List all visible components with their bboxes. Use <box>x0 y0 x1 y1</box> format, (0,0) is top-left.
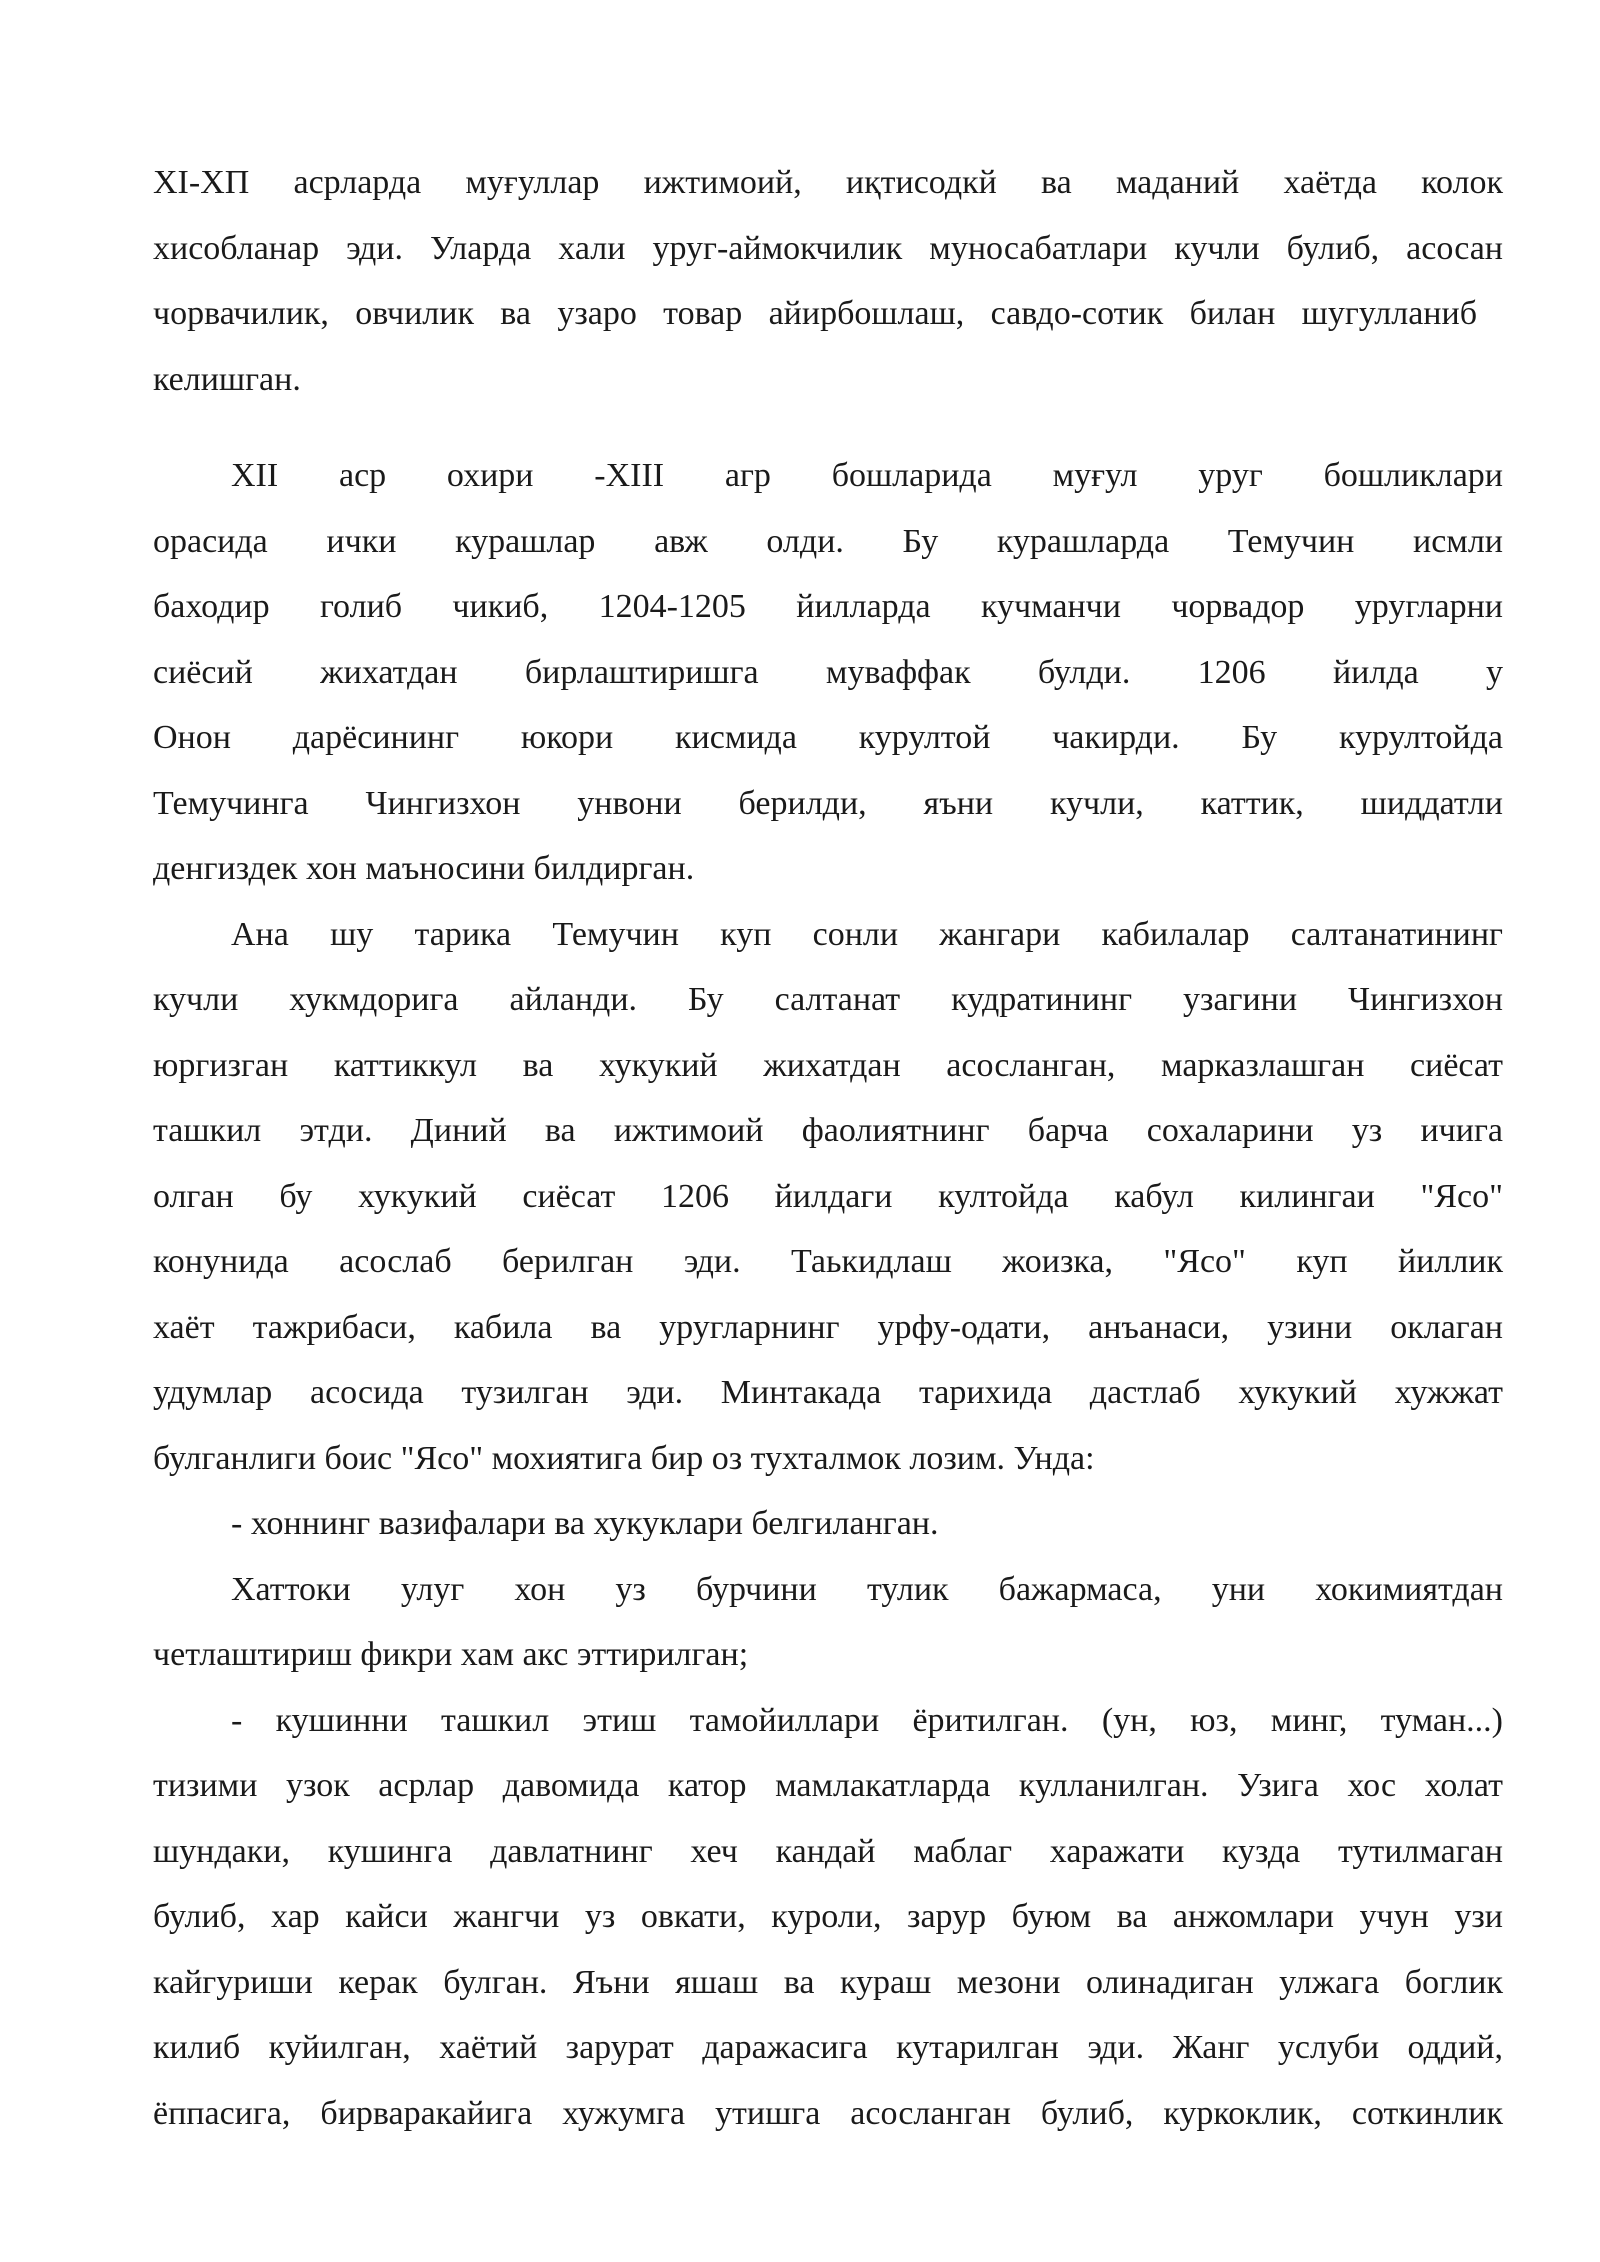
text-line: орасида ички курашлар авж олди. Бу курашларда Темучин исмли <box>153 522 1503 560</box>
text-line: денгиздек хон маъносини билдирган. <box>153 850 695 887</box>
text-line: Темучинга Чингизхон унвони берилди, яъни кучли, каттик, шиддатли <box>153 784 1503 822</box>
text-line: Онон дарёсининг юкори кисмида курултой чакирди. Бу курултойда <box>153 719 1503 756</box>
text-line: тизими узок асрлар давомида катор мамлакатларда кулланилган. Узига хос холат <box>153 1767 1503 1804</box>
text-line: XI-XП асрларда муғуллар ижтимоий, иқтисодкй ва маданий хаётда колок <box>153 164 1503 201</box>
text-line: четлаштириш фикри хам акс эттирилган; <box>153 1636 749 1673</box>
text-line: булиб, хар кайси жангчи уз овкати, куроли, зарур буюм ва анжомлари учун узи <box>153 1898 1503 1935</box>
text-line: баходир голиб чикиб, 1204-1205 йилларда кучманчи чорвадор уругларни <box>153 588 1503 625</box>
text-line: кучли хукмдорига айланди. Бу салтанат кудратининг узагини Чингизхон <box>153 981 1503 1018</box>
text-line: Ана шу тарика Темучин куп сонли жангари кабилалар салтанатининг <box>231 915 1503 953</box>
text-line: - кушинни ташкил этиш тамойиллари ёритилган. (ун, юз, минг, туман...) <box>231 1701 1503 1739</box>
text-line: удумлар асосида тузилган эди. Минтакада тарихида дастлаб хукукий хужжат <box>153 1374 1503 1411</box>
paragraph-6 <box>153 1688 1503 2147</box>
text-line: хисобланар эди. Уларда хали уруг-аймокчилик муносабатлари кучли булиб, асосан <box>153 229 1503 267</box>
text-line: конунида асослаб берилган эди. Таькидлаш жоизка, "Ясо" куп йиллик <box>153 1243 1503 1280</box>
paragraph-5 <box>153 1557 1503 1688</box>
text-line: кайгуриши керак булган. Яъни яшаш ва кураш мезони олинадиган улжага боглик <box>153 1963 1503 2001</box>
paragraph-4 <box>153 1491 1503 1557</box>
text-line: сиёсий жихатдан бирлаштиришга муваффак булди. 1206 йилда у <box>153 653 1503 691</box>
paragraph-3 <box>153 902 1503 1492</box>
text-line: шундаки, кушинга давлатнинг хеч кандай маблаг харажати кузда тутилмаган <box>153 1832 1503 1870</box>
paragraph-2 <box>153 443 1503 902</box>
text-line: келишган. <box>153 360 301 398</box>
text-line: Хаттоки улуг хон уз бурчини тулик бажармаса, уни хокимиятдан <box>231 1570 1503 1608</box>
text-line: - хоннинг вазифалари ва хукуклари белгиланган. <box>231 1505 939 1542</box>
text-line: ёппасига, бирваракайига хужумга утишга асосланган булиб, куркоклик, соткинлик <box>153 2094 1503 2132</box>
text-line: юргизган каттиккул ва хукукий жихатдан асосланган, марказлашган сиёсат <box>153 1046 1503 1084</box>
text-line: XII аср охири -XIII агр бошларида муғул уруг бошликлари <box>231 457 1503 494</box>
text-line: килиб куйилган, хаётий зарурат даражасига кутарилган эди. Жанг услуби оддий, <box>153 2029 1503 2066</box>
text-line: хаёт тажрибаси, кабила ва уругларнинг урфу-одати, анъанаси, узини оклаган <box>153 1308 1503 1346</box>
text-line: олган бу хукукий сиёсат 1206 йилдаги култойда кабул килингаи "Ясо" <box>153 1177 1503 1215</box>
text-line: чорвачилик, овчилик ва узаро товар айирбошлаш, савдо-сотик билан шугулланиб <box>153 295 1477 332</box>
text-line: ташкил этди. Диний ва ижтимоий фаолиятнинг барча сохаларини уз ичига <box>153 1112 1503 1149</box>
text-line: булганлиги боис "Ясо" мохиятига бир оз тухталмок лозим. Унда: <box>153 1439 1095 1477</box>
paragraph-1 <box>153 150 1503 412</box>
document-page <box>153 150 1503 2146</box>
